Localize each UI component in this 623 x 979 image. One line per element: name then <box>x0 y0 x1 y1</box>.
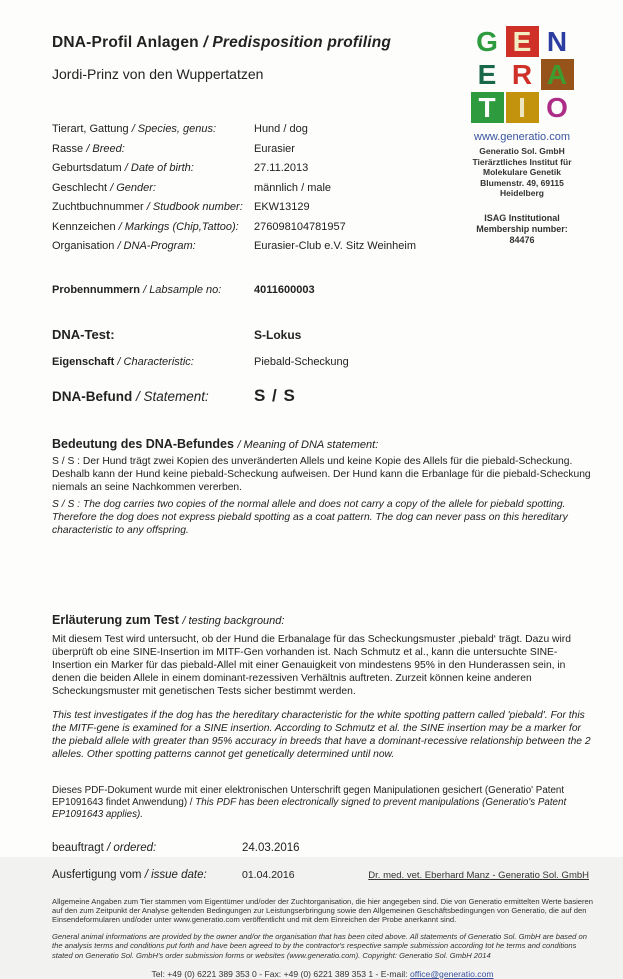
ordered-label: beauftragt / ordered: <box>52 842 157 854</box>
dna-test-label: DNA-Test: <box>52 327 115 342</box>
row-value: 276098104781957 <box>254 220 346 233</box>
characteristic-row <box>52 354 593 370</box>
address-line: Heidelberg <box>500 188 544 198</box>
explanation-text-en: This test investigates if the dog has the hereditary characteristic for the white spotting pattern called 'piebald'. For this the MITF-gene is examined for a SINE insertion. According to Schmutz et al. the SINE insertion may be a marker for the piebald allele with greater than 95% accuracy in breeds that have a dominant-recessive relationship between the 2 alleles. Other spotting patterns cannot get genetically determined until now. <box>52 710 591 760</box>
contact-line <box>52 969 593 979</box>
issue-date: 01.04.2016 <box>242 869 295 881</box>
animal-info-table <box>52 120 482 257</box>
row-label: Geburtsdatum / Date of birth: <box>52 162 194 174</box>
isag-line: ISAG Institutional <box>484 212 560 223</box>
row-label: Zuchtbuchnummer / Studbook number: <box>52 201 243 213</box>
logo-tile-g: G <box>476 26 498 57</box>
security-note: Dieses PDF-Dokument wurde mit einer elektronischen Unterschrift gegen Manipulationen gesichert (Generatio' Patent EP1091643 findet Anwendung) / This PDF has been electronically signed to prevent manipulations (Generatio's Patent EP1091643 applies). <box>52 785 567 820</box>
explanation-section <box>52 613 593 761</box>
statement-row <box>52 386 593 407</box>
explanation-heading: Erläuterung zum Test / testing background: <box>52 613 285 627</box>
row-value: Hund / dog <box>254 123 308 135</box>
logo-tile-n: N <box>546 26 568 57</box>
issue-row <box>52 868 593 883</box>
row-label: Rasse / Breed: <box>52 142 125 155</box>
address-line: Molekulare Genetik <box>483 167 561 177</box>
table-row-species <box>52 120 482 140</box>
email-link[interactable]: office@generatio.com <box>409 968 494 979</box>
table-row-gender <box>52 179 482 199</box>
statement-label: DNA-Befund / Statement: <box>52 389 209 404</box>
table-row-organisation <box>52 237 482 257</box>
ordered-row <box>52 841 593 856</box>
logo-tile-e2: E <box>477 59 497 90</box>
row-value: Eurasier-Club e.V. Sitz Weinheim <box>254 240 417 252</box>
table-row-breed <box>52 140 482 160</box>
page-title-de: DNA-Profil Anlagen <box>52 34 204 51</box>
address-line: Tierärztliches Institut für <box>472 156 572 167</box>
logo-tile-o: O <box>546 92 568 123</box>
meaning-text-en: S / S : The dog carries two copies of the normal allele and does not carry a copy of the allele for piebald spotting. Therefore the dog does not express piebald spotting as a coat pattern. The dog can never pass on this hereditary characteristic to any offspring. <box>52 499 568 536</box>
subject-name: Jordi-Prinz von den Wuppertatzen <box>52 66 264 82</box>
dna-test-value: S-Lokus <box>254 328 302 342</box>
table-row-markings <box>52 218 482 238</box>
table-row-birthdate <box>52 159 482 179</box>
row-label: Tierart, Gattung / Species, genus: <box>52 123 217 135</box>
issue-label: Ausfertigung vom / issue date: <box>52 869 207 881</box>
logo-tile-i: I <box>506 92 539 123</box>
contact-text: Tel: +49 (0) 6221 389 353 0 - Fax: +49 (0) 6221 389 353 1 - E-mail: <box>151 968 410 979</box>
disclaimer-en: General animal informations are provided by the owner and/or the organisation that has been cited above. All statements of Generatio Sol. GmbH are based on the analysis terms and conditions put forth and have been agreed to by the contractor's respective sample submission according tot he terms and conditions stated on Generatio Sol. GmbH's order submission forms or websites (www.generatio.com). Copyright: Generatio Sol. GmbH 2014 <box>52 932 587 960</box>
ordered-date: 24.03.2016 <box>242 842 300 854</box>
isag-membership <box>447 213 597 246</box>
logo-tile-t: T <box>471 92 504 123</box>
signer-name: Dr. med. vet. Eberhard Manz - Generatio Sol. GmbH <box>368 870 589 881</box>
disclaimer-de: Allgemeine Angaben zum Tier stammen vom Eigentümer und/oder der Zuchtorganisation, die hier angegeben sind. Die von Generatio ermittelten Werte basieren auf den zum Zeitpunkt der Analyse geltenden Bedingungen zur Leistungserbringung sowie den Allgemeinen Geschäftsbedingungen von Generatio, die auf den Einsendeformularen und/oder unter www.generatio.com veröffentlicht und mit dem Einreichen der Probe anerkannt sind. <box>52 897 594 925</box>
characteristic-label: Eigenschaft / Characteristic: <box>52 356 194 368</box>
labsample-number: 4011600003 <box>254 283 315 296</box>
labsample-row <box>52 281 593 301</box>
row-label: Kennzeichen / Markings (Chip,Tattoo): <box>52 220 239 233</box>
logo-tile-e1: E <box>506 26 539 57</box>
address-line: Blumenstr. 49, 69115 <box>480 177 564 188</box>
logo-tile-a: A <box>541 59 574 90</box>
isag-line: Membership number: <box>476 223 568 234</box>
table-row-studbook <box>52 198 482 218</box>
website-link[interactable]: www.generatio.com <box>474 131 570 143</box>
address-line: Generatio Sol. GmbH <box>479 146 565 156</box>
dna-test-row <box>52 326 593 344</box>
meaning-section <box>52 437 593 537</box>
logo-block <box>447 26 597 246</box>
row-value: EKW13129 <box>254 201 310 213</box>
statement-result: S / S <box>254 386 296 405</box>
company-address <box>447 146 597 199</box>
meaning-heading: Bedeutung des DNA-Befundes / Meaning of DNA statement: <box>52 437 379 451</box>
isag-number: 84476 <box>509 234 535 245</box>
row-label: Geschlecht / Gender: <box>52 181 156 194</box>
row-value: 27.11.2013 <box>254 162 309 174</box>
logo-tile-r: R <box>511 59 533 90</box>
generatio-logo <box>447 26 597 123</box>
meaning-text-de: S / S : Der Hund trägt zwei Kopien des unveränderten Allels und keine Kopie des Allels für die piebald-Scheckung. Deshalb kann der Hund keine piebald-Scheckung aufweisen. Der Hund kann die Erbanlage für die piebald-Scheckung niemals an seine Nachkommen vererben. <box>52 456 591 493</box>
characteristic-value: Piebald-Scheckung <box>254 356 349 368</box>
row-label: Organisation / DNA-Program: <box>52 240 196 252</box>
row-value: männlich / male <box>254 181 332 194</box>
page-title-en: / Predisposition profiling <box>203 34 392 51</box>
row-value: Eurasier <box>254 142 295 155</box>
labsample-label: Probennummern / Labsample no: <box>52 283 222 296</box>
explanation-text-de: Mit diesem Test wird untersucht, ob der Hund die Erbanalage für das Scheckungsmuster ‚piebald‘ trägt. Dazu wird überprüft ob eine SINE-Insertion im MITF-Gen vorhanden ist. Nach Schmutz et al., kann die untersuchte SINE-Insertion ein Marker für das piebald-Allel mit einer Genauigkeit von mindestens 95% in den Hunderassen sein, in denen die beiden Allele in einem dominant-rezessiven Verhältnis auftreten. Zurzeit können keine anderen Scheckungsmuster mit genetischen Tests sicher bestimmt werden. <box>52 634 571 697</box>
